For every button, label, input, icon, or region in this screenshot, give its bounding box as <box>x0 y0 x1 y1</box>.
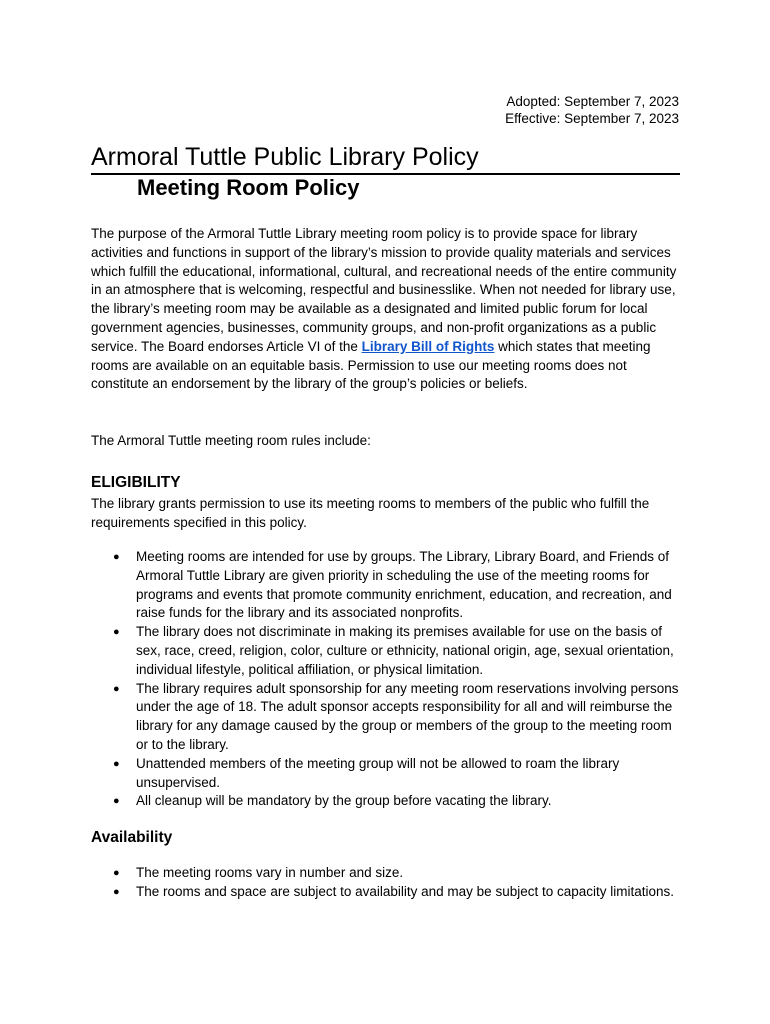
list-item-text: All cleanup will be mandatory by the group before vacating the library. <box>136 793 552 809</box>
intro-paragraph <box>91 225 681 394</box>
library-bill-of-rights-link[interactable]: Library Bill of Rights <box>361 338 495 354</box>
list-item <box>91 548 683 623</box>
list-item <box>91 680 683 755</box>
document-title: Armoral Tuttle Public Library Policy <box>91 142 680 175</box>
availability-list <box>91 864 683 902</box>
eligibility-list <box>91 548 683 811</box>
adopted-date: Adopted: September 7, 2023 <box>506 94 679 109</box>
list-item-text: The rooms and space are subject to availability and may be subject to capacity limitations. <box>136 883 675 899</box>
list-item-text: Unattended members of the meeting group will not be allowed to roam the library unsupervised. <box>136 755 620 790</box>
list-item <box>91 755 683 793</box>
list-item-text: Meeting rooms are intended for use by groups. The Library, Library Board, and Friends of Armoral Tuttle Library are given priority in scheduling the use of the meeting rooms for programs and events that promote community enrichment, education, and recreation, and raise funds for the library and its associated nonprofits. <box>136 549 672 621</box>
eligibility-intro: The library grants permission to use its meeting rooms to members of the public who fulfill the requirements specified in this policy. <box>91 496 650 530</box>
eligibility-heading: ELIGIBILITY <box>91 474 181 491</box>
list-item <box>91 792 683 811</box>
list-item <box>91 623 683 679</box>
rules-intro: The Armoral Tuttle meeting room rules include: <box>91 433 371 448</box>
list-item-text: The library requires adult sponsorship for any meeting room reservations involving persons under the age of 18. The adult sponsor accepts responsibility for all and will reimburse the library for any damage caused by the group or members of the group to the meeting room or to the library. <box>136 680 679 752</box>
list-item <box>91 864 683 883</box>
effective-date: Effective: September 7, 2023 <box>505 111 679 126</box>
bullet-icon: ● <box>113 682 120 695</box>
bullet-icon: ● <box>113 795 120 808</box>
list-item-text: The library does not discriminate in making its premises available for use on the basis of sex, race, creed, religion, color, culture or ethnicity, national origin, age, sexual orientation, individual lifestyle, political affiliation, or physical limitation. <box>136 624 674 677</box>
bullet-icon: ● <box>113 626 120 639</box>
list-item <box>91 883 683 902</box>
intro-text-after-link: which states that meeting rooms are available on an equitable basis. Permission to use our meeting rooms does not constitute an endorsement by the library of the group’s policies or beliefs. <box>91 338 651 392</box>
policy-subtitle: Meeting Room Policy <box>137 175 360 200</box>
bullet-icon: ● <box>113 757 120 770</box>
intro-text-before-link: The purpose of the Armoral Tuttle Library meeting room policy is to provide space for library activities and functions in support of the library’s mission to provide quality materials and services which fulfill the educational, informational, cultural, and recreational needs of the entire community in an atmosphere that is welcoming, respectful and businesslike. When not needed for library use, the library’s meeting room may be available as a designated and limited public forum for local government agencies, businesses, community groups, and non-profit organizations as a public service. The Board endorses Article VI of the <box>91 226 677 354</box>
policy-dates <box>505 93 679 127</box>
list-item-text: The meeting rooms vary in number and size. <box>136 865 404 880</box>
bullet-icon: ● <box>113 551 120 563</box>
bullet-icon: ● <box>113 867 120 879</box>
availability-heading: Availability <box>91 829 173 846</box>
bullet-icon: ● <box>113 885 120 898</box>
